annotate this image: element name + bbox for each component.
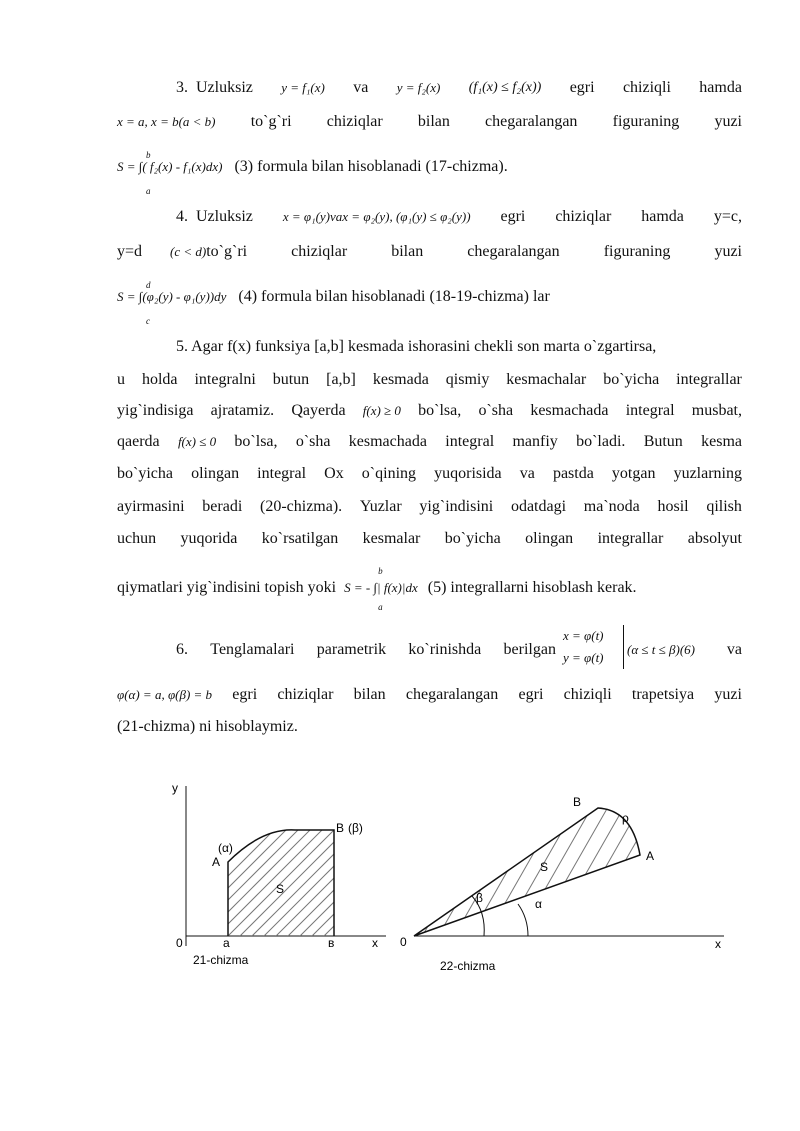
p5-word: o`sha (295, 433, 331, 450)
p5-word: bo`ladi. (576, 433, 626, 450)
p3-word: to`g`ri (250, 113, 292, 130)
p5-math: f(x) ≥ 0 (362, 403, 401, 418)
p3-eq-f1: y = f₁(x) (281, 80, 325, 95)
p6-word: egri (518, 686, 544, 703)
p5-word: bo`yicha (603, 371, 660, 388)
p6-word: trapetsiya (631, 686, 695, 703)
p5-word: o`qining (361, 465, 417, 482)
p3-word: hamda (699, 79, 742, 96)
p6-word: bilan (353, 686, 386, 703)
p5-word: kesmachada (530, 402, 609, 419)
p5-word: yuqorisida (434, 465, 502, 482)
p6-word: yuzi (714, 686, 742, 703)
p5-word: integrallar (597, 530, 664, 547)
param-y: y = φ(t) (563, 650, 604, 665)
p5-word: yotgan (611, 465, 656, 482)
p5-word: qismiy (445, 371, 490, 388)
p5-word: ma`noda (583, 498, 640, 515)
point-A-label: A (212, 855, 221, 869)
integral-lower-limit: c (146, 316, 150, 326)
p4-eq-cd: (c < d) (170, 244, 207, 259)
p6-word: chegaralangan (405, 686, 499, 703)
alpha-angle-label: α (535, 897, 542, 911)
p4-text: (4) formula bilan hisoblanadi (18-19-chizma) lar (238, 288, 550, 305)
p6-word: egri (232, 686, 258, 703)
integral-lower-limit: a (378, 602, 383, 612)
p4-word: egri (500, 208, 526, 225)
p3-eq-cond: (f₁(x) ≤ f₂(x)) (468, 80, 542, 95)
p3-word: yuzi (714, 113, 742, 130)
p5-word: (20-chizma). (260, 498, 343, 515)
p6-eq: φ(α) = a, φ(β) = b (117, 687, 213, 702)
p3-word: chiziqlar (326, 113, 383, 130)
p5-word: kesma (701, 433, 742, 450)
p5-word: Butun (643, 433, 683, 450)
x-axis-label: x (715, 937, 721, 951)
p4-word: bilan (391, 243, 424, 260)
p6-word: Tenglamalari (210, 641, 295, 658)
p4-word: chegaralangan (467, 243, 560, 260)
p5-text: 5. Agar f(x) funksiya [a,b] kesmada ishorasini chekli son marta o`zgartirsa, (176, 338, 657, 355)
p5-word: yig`indisiga (117, 402, 194, 419)
sector-boundary (414, 808, 640, 936)
p5-word: yuqorida (180, 530, 238, 547)
p6-word: 6. (176, 641, 188, 658)
p5-text: (5) integrallarni hisoblash kerak. (427, 579, 637, 596)
angle-alpha-arc (518, 904, 528, 936)
area-S-label: S (540, 860, 549, 874)
p5-word: uchun (117, 530, 157, 547)
p5-word: kesmalar (362, 530, 421, 547)
point-b-label: в (328, 936, 335, 950)
p4-word: y=c, (713, 208, 742, 225)
p6-word: ko`rinishda (408, 641, 482, 658)
p3-eq-bounds: x = a, x = b(a < b) (117, 114, 216, 129)
p3-word: Uzluksiz (196, 79, 253, 96)
p4-eq: x = φ₁(y)vax = φ₂(y), (φ₁(y) ≤ φ₂(y)) (282, 209, 471, 224)
p5-word: [a,b] (326, 371, 356, 388)
integral-lower-limit: a (146, 186, 151, 196)
p5-word: integralni (194, 371, 256, 388)
p4-word: Uzluksiz (196, 208, 253, 225)
p4-word: chiziqlar (555, 208, 612, 225)
p6-word: parametrik (316, 641, 387, 658)
p6-text: (21-chizma) ni hisoblaymiz. (117, 718, 298, 735)
p5-word: integral (445, 433, 495, 450)
x-axis-label: x (372, 936, 378, 950)
p4-word: chiziqlar (291, 243, 348, 260)
p5-word: kesmada (372, 371, 429, 388)
p4-word: to`g`ri (206, 243, 248, 260)
p5-word: odatdagi (510, 498, 567, 515)
p3-word: chegaralangan (485, 113, 578, 130)
point-B-label: B (336, 821, 345, 835)
p3-eq-f2: y = f₂(x) (396, 80, 441, 95)
area-S-label: S (276, 882, 285, 896)
integral-upper-limit: b (146, 150, 151, 160)
p5-word: ajratamiz. (210, 402, 275, 419)
p5-word: kesmachada (348, 433, 427, 450)
p3-text: (3) formula bilan hisoblanadi (17-chizma). (234, 158, 508, 175)
p4-word: y=d (117, 243, 143, 260)
y-axis-label: y (172, 781, 178, 795)
p5-word: pastda (552, 465, 594, 482)
param-condition: (α ≤ t ≤ β)(6) (627, 642, 695, 657)
p5-word: integral (625, 402, 675, 419)
p5-word: u (117, 371, 125, 388)
p3-number: 3. (176, 79, 188, 96)
rho-label: ρ (622, 811, 629, 825)
p3-word: chiziqli (622, 79, 671, 96)
p5-word: Ox (324, 465, 344, 482)
p5-word: kesmachalar (506, 371, 587, 388)
p3-word: egri (569, 79, 595, 96)
p5-word: qaerda (117, 433, 160, 450)
p4-number: 4. (176, 208, 188, 225)
p5-word: manfiy (512, 433, 558, 450)
p5-word: bo`lsa, (234, 433, 278, 450)
figure-22-caption: 22-chizma (440, 959, 496, 973)
p5-word: integrallar (676, 371, 742, 388)
p3-word: bilan (417, 113, 450, 130)
formula-3: S = ∫( f₂(x) - f₁(x)dx) (117, 159, 223, 174)
p4-word: yuzi (714, 243, 742, 260)
p5-word: bo`yicha (117, 465, 173, 482)
p5-word: va (519, 465, 535, 482)
p5-word: bo`yicha (444, 530, 501, 547)
p5-word: absolyut (687, 530, 742, 547)
figure-21 (168, 781, 434, 967)
p5-word: Qayerda (291, 402, 346, 419)
p3-word: va (353, 79, 369, 96)
p5-word: beradi (202, 498, 243, 515)
shaded-region-hatch (168, 826, 434, 936)
p5-word: yuzlarning (673, 465, 742, 482)
formula-5: S = - ∫| f(x)|dx (344, 580, 418, 595)
alpha-label: (α) (218, 841, 233, 855)
point-A-label: A (646, 849, 655, 863)
p5-word: bo`lsa, (418, 402, 462, 419)
p5-word: olingan (191, 465, 240, 482)
p5-word: ko`rsatilgan (261, 530, 339, 547)
p6-word: chiziqli (563, 686, 612, 703)
p3-word: figuraning (612, 113, 680, 130)
p5-word: musbat, (691, 402, 742, 419)
figure-21-caption: 21-chizma (193, 953, 249, 967)
figure-22 (400, 795, 724, 973)
p5-math: f(x) ≤ 0 (177, 434, 217, 449)
p4-word: figuraning (603, 243, 671, 260)
p5-word: o`sha (478, 402, 514, 419)
beta-label: (β) (348, 821, 363, 835)
p5-word: Yuzlar (359, 498, 402, 515)
param-x: x = φ(t) (563, 628, 604, 643)
point-B-label: B (573, 795, 582, 809)
p6-word: chiziqlar (277, 686, 334, 703)
p6-word: va (726, 641, 742, 658)
integral-upper-limit: d (146, 280, 151, 290)
p5-word: hosil (657, 498, 689, 515)
p5-word: yig`indisini (419, 498, 494, 515)
formula-4: S = ∫(φ₂(y) - φ₁(y))dy (117, 289, 227, 304)
p5-word: ayirmasini (117, 498, 185, 515)
p4-word: hamda (641, 208, 684, 225)
p5-text: qiymatlari yig`indisini topish yoki (117, 579, 337, 596)
point-a-label: a (223, 936, 230, 950)
p5-word: butun (272, 371, 310, 388)
p5-word: olingan (525, 530, 574, 547)
p5-word: integral (257, 465, 307, 482)
origin-label: 0 (176, 936, 183, 950)
beta-angle-label: β (476, 891, 483, 905)
integral-upper-limit: b (378, 566, 383, 576)
p6-word: berilgan (503, 641, 556, 658)
p5-word: holda (141, 371, 178, 388)
p5-word: qilish (706, 498, 742, 515)
origin-label: 0 (400, 935, 407, 949)
